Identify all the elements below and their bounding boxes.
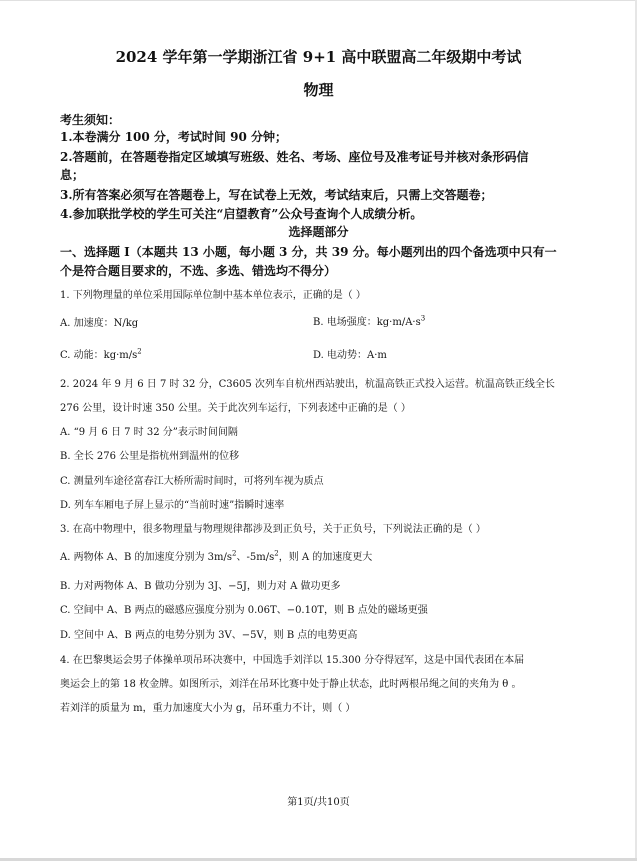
q1-option-a: A. 加速度：N/kg	[60, 318, 139, 329]
q3-stem: 3. 在高中物理中，很多物理量与物理规律都涉及到正负号，关于正负号，下列说法正确的是（ ）	[60, 524, 486, 535]
exam-title: 2024 学年第一学期浙江省 9+1 高中联盟高二年级期中考试	[115, 48, 522, 66]
q1-stem: 1. 下列物理量的单位采用国际单位制中基本单位表示，正确的是（ ）	[60, 290, 366, 301]
q2-stem-line-1: 2. 2024 年 9 月 6 日 7 时 32 分，C3605 次列车自杭州西站驶出，杭温高铁正式投入运营。杭温高铁正线全长	[60, 379, 555, 390]
q4-stem-line-2: 奥运会上的第 18 枚金牌。如图所示，刘洋在吊环比赛中处于静止状态，此时两根吊绳之间的夹角为 θ 。	[60, 679, 522, 690]
q2-stem-line-2: 276 公里，设计时速 350 公里。关于此次列车运行，下列表述中正确的是（ ）	[60, 403, 411, 414]
q4-stem-line-3: 若刘洋的质量为 m，重力加速度大小为 g，吊环重力不计，则（ ）	[60, 703, 356, 714]
q3-option-d: D. 空间中 A、B 两点的电势分别为 3V、−5V，则 B 点的电势更高	[60, 630, 358, 641]
notice-item-4: 4.参加联批学校的学生可关注“启望教育”公众号查询个人成绩分析。	[60, 207, 423, 221]
q1-option-b: B. 电场强度：$kg\cdot m/A\cdot s^3$	[313, 314, 426, 328]
q3-option-a: A. 两物体 A、B 的加速度分别为 $3m/s^2$、$-5m/s^2$，则 A 的加速度更大	[60, 549, 373, 563]
q1-option-d: D. 电动势：A·m	[313, 350, 387, 361]
q2-option-d: D. 列车车厢电子屏上显示的“当前时速”指瞬时速率	[60, 500, 285, 511]
notice-item-1: 1.本卷满分 100 分，考试时间 90 分钟；	[60, 130, 287, 144]
section-heading-line-2: 个是符合题目要求的，不选、多选、错选均不得分）	[60, 264, 337, 278]
q2-option-c: C. 测量列车途径富春江大桥所需时间时，可将列车视为质点	[60, 476, 324, 487]
section-heading-line-1: 一、选择题 I（本题共 13 小题，每小题 3 分，共 39 分。每小题列出的四个备选项中只有一	[60, 245, 557, 259]
subject-title: 物理	[303, 81, 334, 99]
page-number: 第1页/共10页	[287, 797, 350, 808]
notice-item-2: 2.答题前，在答题卷指定区域填写班级、姓名、考场、座位号及准考证号并核对条形码信	[60, 150, 529, 164]
notice-heading: 考生须知：	[60, 113, 121, 127]
q3-option-b: B. 力对两物体 A、B 做功分别为 3J、−5J，则力对 A 做功更多	[60, 581, 341, 592]
section-title: 选择题部分	[288, 225, 349, 239]
notice-item-3: 3.所有答案必须写在答题卷上，写在试卷上无效，考试结束后，只需上交答题卷；	[60, 188, 493, 202]
page-top-edge	[0, 0, 637, 1]
notice-item-2-cont: 息；	[60, 168, 85, 182]
q4-stem-line-1: 4. 在巴黎奥运会男子体操单项吊环决赛中，中国选手刘洋以 15.300 分夺得冠军，这是中国代表团在本届	[60, 655, 525, 666]
q2-option-b: B. 全长 276 公里是指杭州到温州的位移	[60, 451, 240, 462]
q1-option-c: C. 动能：$kg\cdot m/s^2$	[60, 347, 142, 361]
q2-option-a: A. “9 月 6 日 7 时 32 分”表示时间间隔	[60, 427, 238, 438]
q3-option-c: C. 空间中 A、B 两点的磁感应强度分别为 0.06T、−0.10T，则 B 点处的磁场更强	[60, 605, 428, 616]
